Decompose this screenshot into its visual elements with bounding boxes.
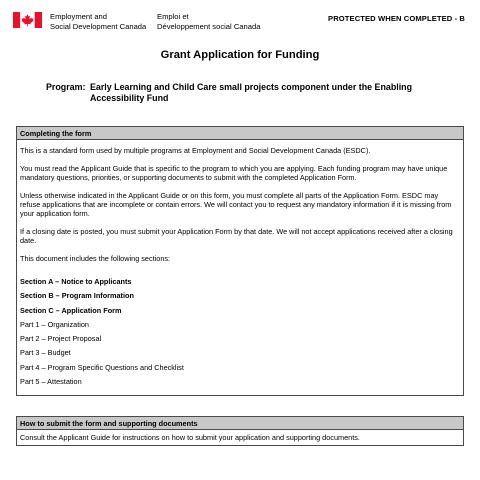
dept-fr-line1: Emploi et — [157, 12, 189, 21]
page-header — [0, 0, 480, 40]
completing-form-section — [16, 126, 464, 396]
paragraph: If a closing date is posted, you must submit your Application Form by that date. We will not accept applications received after a closing date. — [20, 227, 453, 245]
completing-form-heading: Completing the form — [17, 127, 463, 140]
submit-heading: How to submit the form and supporting documents — [17, 417, 463, 430]
part-list-item: Part 1 – Organization — [20, 319, 89, 329]
submit-section — [16, 416, 464, 446]
completing-form-body — [17, 140, 463, 394]
canada-flag-icon — [13, 12, 42, 28]
department-name-fr — [157, 12, 260, 31]
part-list-item: Part 5 – Attestation — [20, 377, 82, 387]
protected-label: PROTECTED WHEN COMPLETED - B — [328, 14, 465, 23]
program-label: Program: — [46, 82, 86, 92]
department-name-en — [50, 12, 146, 31]
submit-body: Consult the Applicant Guide for instructions on how to submit your application and supporting documents. — [20, 433, 360, 442]
dept-en-line2: Social Development Canada — [50, 21, 147, 31]
dept-en-line1: Employment and — [50, 12, 107, 21]
part-list-item: Part 3 – Budget — [20, 348, 71, 358]
dept-fr-line2: Développement social Canada — [157, 21, 261, 31]
part-list-item: Part 2 – Project Proposal — [20, 334, 102, 344]
paragraph: You must read the Applicant Guide that is specific to the program to which you are applying. Each funding program may have unique mandatory questions, priorities, or supporting documents to submit with the completed Application Form. — [20, 164, 448, 182]
section-list-item: Section A – Notice to Applicants — [20, 277, 132, 286]
part-list-item: Part 4 – Program Specific Questions and Checklist — [20, 362, 184, 372]
program-name: Early Learning and Child Care small projects component under the Enabling Accessibility Fund — [90, 82, 413, 103]
page-title: Grant Application for Funding — [160, 49, 320, 61]
paragraph: This is a standard form used by multiple programs at Employment and Social Development Canada (ESDC). — [20, 146, 371, 155]
paragraph: Unless otherwise indicated in the Applicant Guide or on this form, you must complete all parts of the Application Form. ESDC may refuse applications that are incomplete or contain errors. We will contact you to request any mandatory information if it is missing from your application form. — [20, 191, 452, 218]
paragraph: This document includes the following sections: — [20, 254, 171, 263]
section-list-item: Section B – Program Information — [20, 291, 134, 301]
section-list-item: Section C – Application Form — [20, 305, 122, 315]
